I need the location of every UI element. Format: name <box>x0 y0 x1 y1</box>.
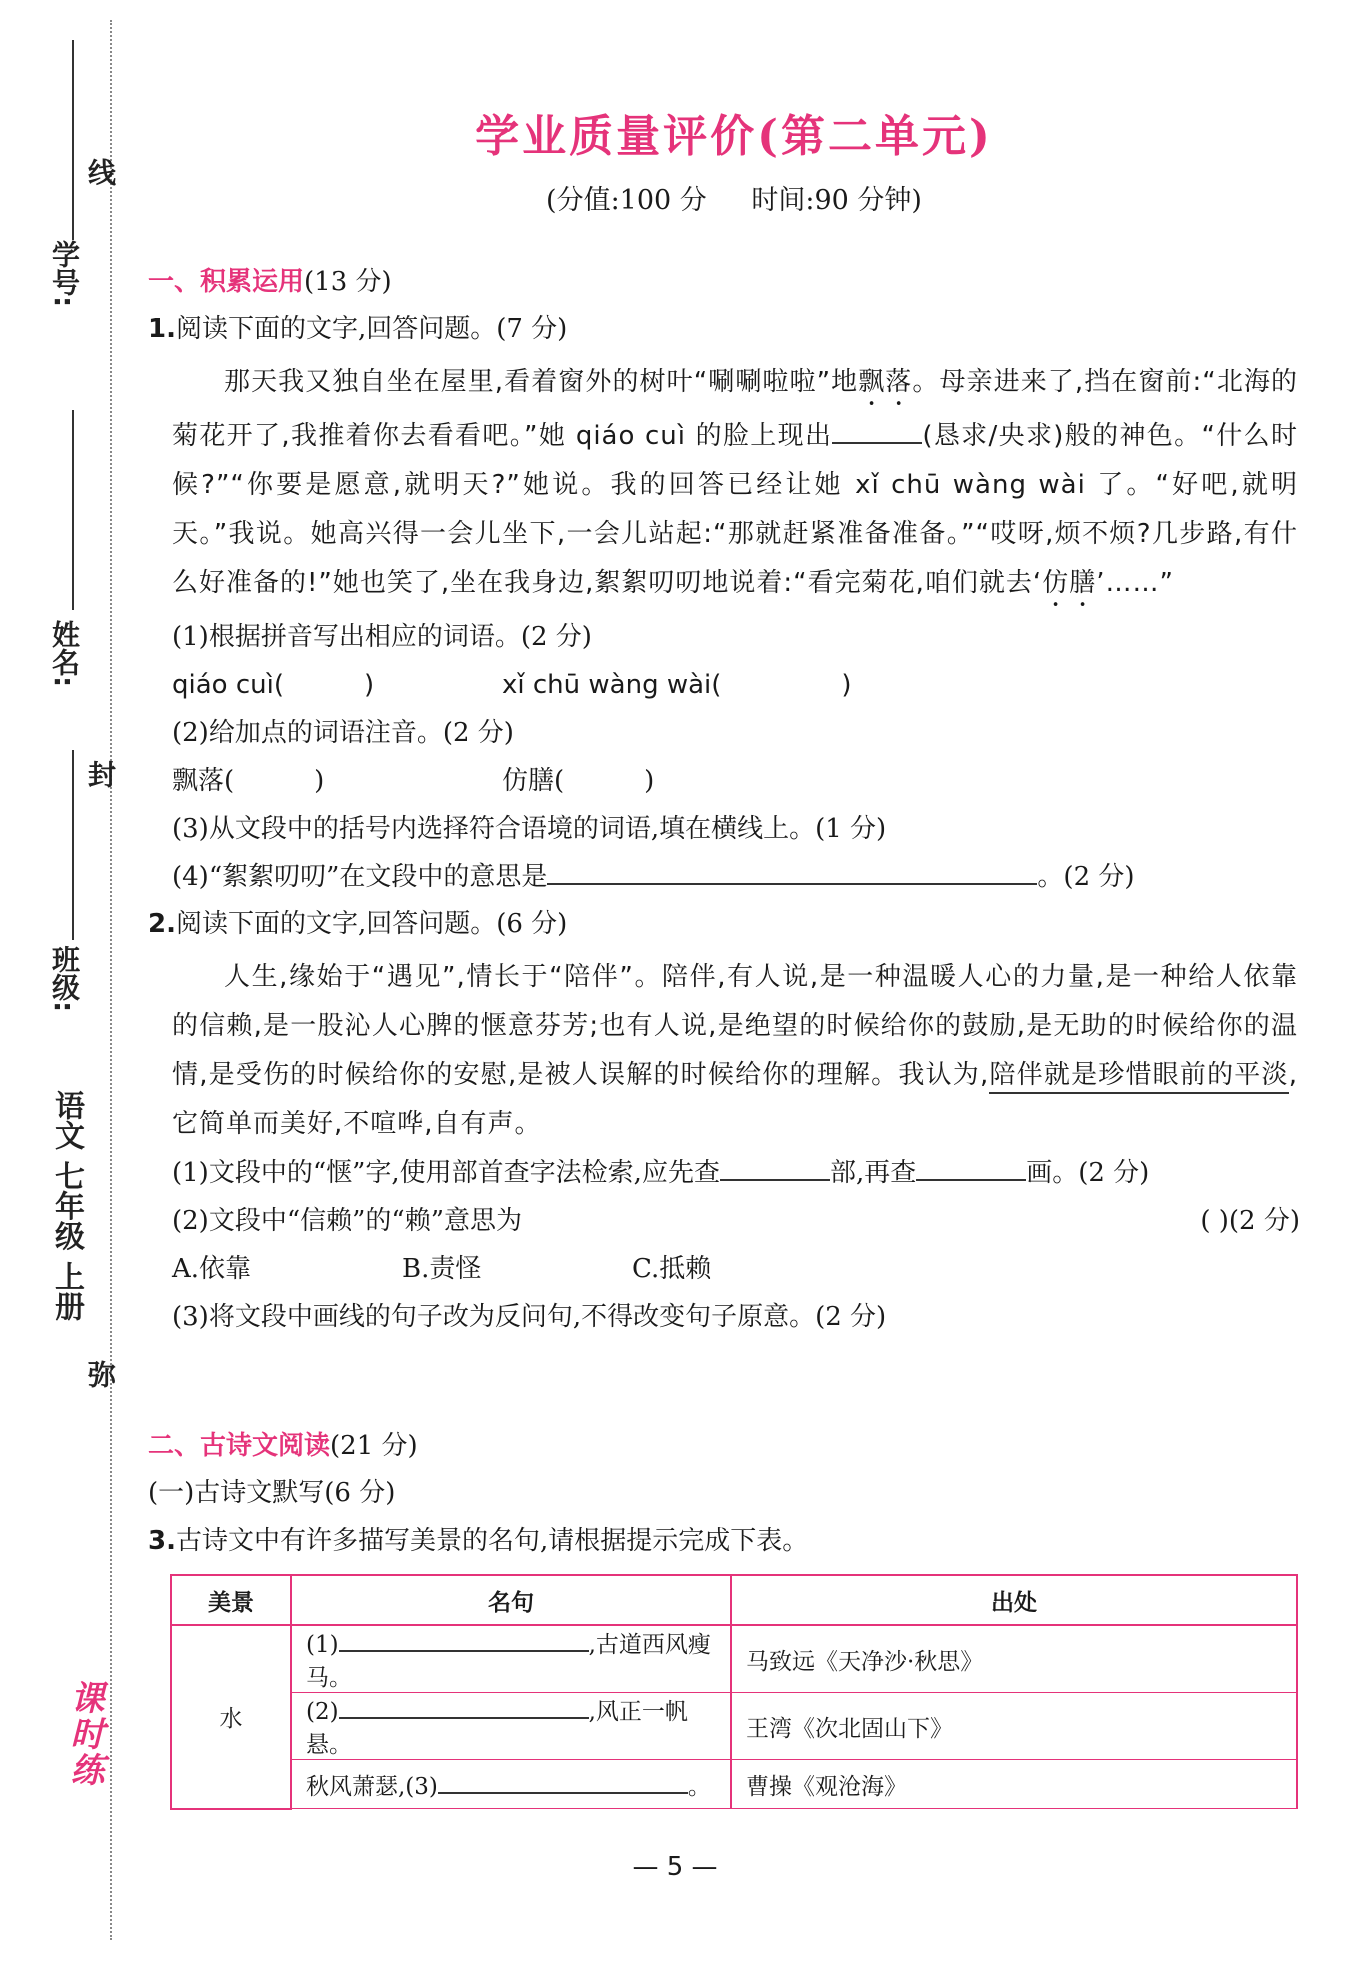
section-2-subheading: (一)古诗文默写(6 分) <box>148 1478 396 1508</box>
q1-sub4: (4)“絮絮叨叨”在文段中的意思是 。(2 分) <box>172 853 1300 901</box>
margin-label-student-id: 学号: <box>48 240 81 308</box>
question-3-prompt: 3.古诗文中有许多描写美景的名句,请根据提示完成下表。 <box>148 1526 809 1556</box>
answer-xichuwangwai[interactable]: xǐ chū wàng wài( ) <box>502 670 852 700</box>
table-row <box>171 1625 1297 1693</box>
table-row <box>171 1760 1297 1809</box>
pinyin-xichuwangwai: xǐ chū wàng wài <box>855 470 1086 500</box>
header-source: 出处 <box>731 1575 1297 1625</box>
header-famous-line: 名句 <box>291 1575 731 1625</box>
question-2-passage: 人生,缘始于“遇见”,情长于“陪伴”。陪伴,有人说,是一种温暖人心的力量,是一种给人依靠的信赖,是一股沁人心脾的惬意芬芳;也有人说,是绝望的时候给你的鼓励,是无助的时候给你的温情,是受伤的时候给你的安慰,是被人误解的时候给你的理解。我认为,陪伴就是珍惜眼前的平淡,它简单而美好,不喧哗,自有声。 <box>172 962 1298 1139</box>
q1-sub2-answers <box>172 757 1300 805</box>
margin-book-info: 语文 七年级 上册 <box>49 1090 84 1321</box>
poem-blank-2[interactable] <box>339 1695 589 1719</box>
option-b[interactable]: B.责怪 <box>402 1254 482 1284</box>
section-2-heading: 二、古诗文阅读(21 分) <box>148 1431 418 1461</box>
question-1-prompt: 1.阅读下面的文字,回答问题。(7 分) <box>148 314 568 344</box>
header-scene: 美景 <box>171 1575 291 1625</box>
cut-line <box>110 20 112 1940</box>
table-row <box>171 1693 1297 1760</box>
score-info: (分值:100 分 <box>546 185 707 216</box>
margin-label-class: 班级: <box>48 945 81 1013</box>
student-id-line <box>72 40 74 240</box>
time-info: 时间:90 分钟) <box>751 185 922 216</box>
option-c[interactable]: C.抵赖 <box>632 1254 712 1284</box>
poem-source-3: 曹操《观沧海》 <box>731 1760 1297 1809</box>
poem-line-2: (2) ,风正一帆悬。 <box>291 1693 731 1760</box>
q1-sub2: (2)给加点的词语注音。(2 分) <box>172 718 514 748</box>
brand-logo: 课时练 <box>64 1680 104 1788</box>
scene-category: 水 <box>171 1625 291 1809</box>
underlined-sentence: 陪伴就是珍惜眼前的平淡 <box>989 1060 1289 1094</box>
q2-sub2-options <box>172 1245 1300 1293</box>
question-1-passage: 那天我又独自坐在屋里,看着窗外的树叶“唰唰啦啦”地飘落。母亲进来了,挡在窗前:“北海的菊花开了,我推着你去看看吧。”她 qiáo cuì 的脸上现出 (恳求/央求)般的神色。“什么时候?”“你要是愿意,就明天?”她说。我的回答已经让她 xǐ chū wàng wài 了。“好吧,就明天。”我说。她高兴得一会儿坐下,一会儿站起:“那就赶紧准备准备。”“哎呀,烦不烦?几步路,有什么好准备的!”她也笑了,坐在我身边,絮絮叨叨地说着:“看完菊花,咱们就去‘仿膳’……” <box>172 367 1298 598</box>
section-1-heading: 一、积累运用(13 分) <box>148 267 392 297</box>
poem-line-3: 秋风萧瑟,(3) 。 <box>291 1760 731 1809</box>
q2-sub2: (2)文段中“信赖”的“赖”意思为 ( )(2 分) <box>172 1197 1300 1245</box>
margin-label-name: 姓名: <box>48 620 81 688</box>
poem-blank-3[interactable] <box>438 1770 688 1794</box>
question-2-prompt: 2.阅读下面的文字,回答问题。(6 分) <box>148 909 568 939</box>
poem-line-1: (1) ,古道西风瘦马。 <box>291 1625 731 1693</box>
dotted-word-piaoluo: 飘落 <box>858 367 913 397</box>
q2-sub2-answer-paren[interactable]: ( )(2 分) <box>1200 1206 1300 1236</box>
answer-qiaocui[interactable]: qiáo cuì( ) <box>172 670 375 700</box>
poem-source-1: 马致远《天净沙·秋思》 <box>731 1625 1297 1693</box>
radical-blank[interactable] <box>720 1151 830 1181</box>
word-choice-blank[interactable] <box>832 414 922 444</box>
stroke-count-blank[interactable] <box>916 1151 1026 1181</box>
poem-source-2: 王湾《次北固山下》 <box>731 1693 1297 1760</box>
table-header-row <box>171 1575 1297 1625</box>
page-title: 学业质量评价(第二单元) <box>475 111 993 162</box>
option-a[interactable]: A.依靠 <box>172 1254 252 1284</box>
margin-label-xian: 线 <box>84 158 117 186</box>
q1-sub1: (1)根据拼音写出相应的词语。(2 分) <box>172 622 592 652</box>
poem-table <box>170 1574 1298 1810</box>
binding-margin <box>0 0 140 1964</box>
q1-sub3: (3)从文段中的括号内选择符合语境的词语,填在横线上。(1 分) <box>172 814 887 844</box>
q1-sub4-blank[interactable] <box>547 855 1037 885</box>
exam-info <box>168 178 1300 217</box>
poem-blank-1[interactable] <box>339 1628 589 1652</box>
page-number: — 5 — <box>632 1852 718 1882</box>
answer-piaoluo[interactable]: 飘落( ) <box>172 766 325 796</box>
dotted-word-fangshan: 仿膳 <box>1042 568 1097 598</box>
margin-label-mi: 弥 <box>84 1360 117 1388</box>
q1-sub1-answers <box>172 661 1300 709</box>
q2-sub1: (1)文段中的“惬”字,使用部首查字法检索,应先查 部,再查 画。(2 分) <box>172 1149 1300 1197</box>
q2-sub3: (3)将文段中画线的句子改为反问句,不得改变句子原意。(2 分) <box>172 1302 887 1332</box>
name-line <box>72 410 74 610</box>
pinyin-qiaocui: qiáo cuì <box>575 421 686 451</box>
margin-label-feng: 封 <box>84 760 117 788</box>
answer-fangshan[interactable]: 仿膳( ) <box>502 766 655 796</box>
class-line <box>72 750 74 940</box>
exam-content <box>148 90 1300 1810</box>
